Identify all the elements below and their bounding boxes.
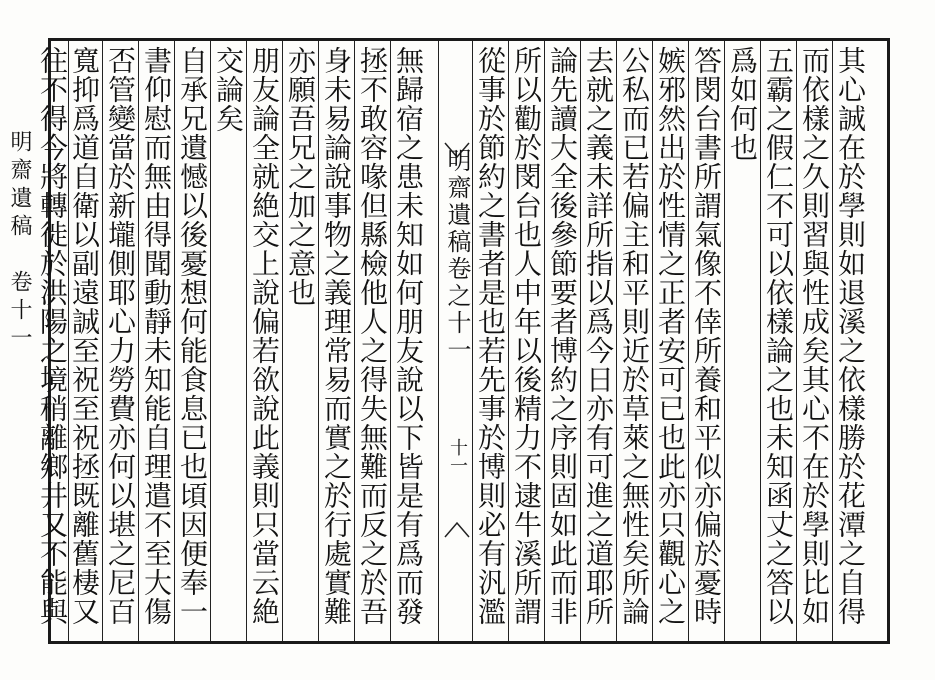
text-column: 自承兄遺憾以後憂想何能食息已也頃因便奉一	[176, 46, 209, 626]
column-rule	[616, 41, 617, 641]
side-title: 明齋遺稿 卷十一	[7, 130, 32, 354]
text-column: 亦願吾兄之加之意也	[284, 46, 317, 307]
column-rule	[282, 41, 283, 641]
column-rule	[508, 41, 509, 641]
column-rule	[102, 41, 103, 641]
text-column: 嫉邪然出於性情之正者安可已也此亦只觀心之	[654, 46, 687, 626]
column-rule	[580, 41, 581, 641]
text-column: 五霸之假仁不可以依樣論之也未知函丈之答以	[762, 46, 795, 626]
lower-fish-tail-icon	[444, 520, 470, 538]
text-column: 書仰慰而無由得聞動靜未知能自理遣不至大傷	[140, 46, 173, 626]
text-column: 爲如何也	[726, 46, 759, 162]
text-column: 身未易論說事物之義理常易而實之於行處實難	[320, 46, 353, 626]
text-column: 其心誠在於學則如退溪之依樣勝於花潭之自得	[834, 46, 867, 626]
column-rule	[68, 41, 69, 641]
column-rule	[210, 41, 211, 641]
center-title: 明齋遺稿卷之十一	[443, 148, 471, 364]
text-column: 答閔台書所謂氣像不倖所養和平似亦偏於憂時	[690, 46, 723, 626]
text-column: 拯不敢容喙但縣檢他人之得失無難而反之於吾	[356, 46, 389, 626]
text-column: 交論矣	[212, 46, 245, 133]
text-column: 論先讀大全後參節要者博約之序則固如此而非	[546, 46, 579, 626]
column-rule	[390, 41, 391, 641]
text-column: 寬抑爲道自衛以副遠誠至祝至祝拯既離舊棲又	[68, 46, 101, 626]
column-rule	[472, 41, 473, 641]
column-rule	[724, 41, 725, 641]
text-column: 朋友論全就絶交上說偏若欲說此義則只當云絶	[248, 46, 281, 626]
text-column: 從事於節約之書者是也若先事於博則必有汎濫	[474, 46, 507, 626]
column-rule	[688, 41, 689, 641]
column-rule	[760, 41, 761, 641]
text-column: 而依樣之久則習與性成矣其心不在於學則比如	[798, 46, 831, 626]
center-page-number: 十一	[447, 438, 468, 474]
column-rule	[174, 41, 175, 641]
text-column: 無歸宿之患未知如何朋友說以下皆是有爲而發	[392, 46, 425, 626]
text-column: 公私而已若偏主和平則近於草萊之無性矣所論	[618, 46, 651, 626]
column-rule	[318, 41, 319, 641]
column-rule	[438, 41, 439, 641]
column-rule	[652, 41, 653, 641]
column-rule	[138, 41, 139, 641]
column-rule	[246, 41, 247, 641]
column-rule	[796, 41, 797, 641]
text-column: 所以勸於閔台也人中年以後精力不逮牛溪所謂	[510, 46, 543, 626]
column-rule	[354, 41, 355, 641]
column-rule	[832, 41, 833, 641]
text-column: 往不得今將轉徙於洪陽之境稍離鄉井又不能與	[36, 46, 69, 626]
text-column: 否管變當於新壠側耶心力勞費亦何以堪之尼百	[104, 46, 137, 626]
column-rule	[544, 41, 545, 641]
text-column: 去就之義未詳所指以爲今日亦有可進之道耶所	[582, 46, 615, 626]
